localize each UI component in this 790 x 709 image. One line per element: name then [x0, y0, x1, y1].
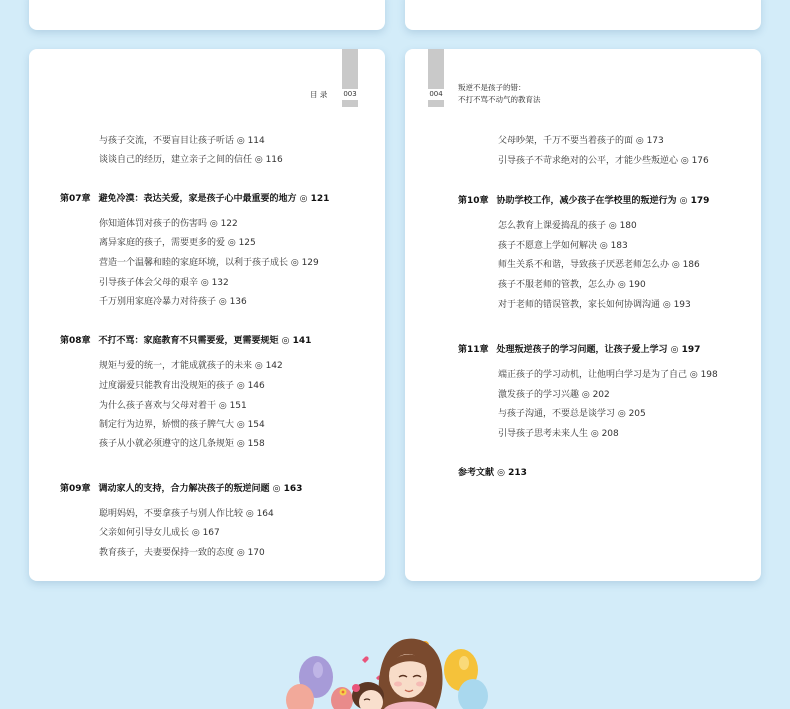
toc-item[interactable]: 千万别用家庭冷暴力对待孩子 ◎ 136	[99, 297, 247, 307]
toc-item[interactable]: 谈谈自己的经历，建立亲子之间的信任 ◎ 116	[99, 155, 283, 165]
toc-chapter[interactable]	[60, 335, 311, 347]
toc-item[interactable]: 孩子从小就必须遵守的这几条规矩 ◎ 158	[99, 439, 265, 449]
toc-item[interactable]: 引导孩子不苛求绝对的公平，才能少些叛逆心 ◎ 176	[498, 156, 709, 166]
toc-references[interactable]: 参考文献 ◎ 213	[458, 468, 527, 478]
toc-chapter[interactable]	[458, 195, 709, 207]
toc-item[interactable]: 与孩子交流，不要盲目让孩子听话 ◎ 114	[99, 136, 265, 146]
page-header	[458, 82, 541, 106]
toc-item[interactable]: 父母吵架，千万不要当着孩子的面 ◎ 173	[498, 136, 664, 146]
heart-icon	[362, 656, 369, 663]
toc-item[interactable]: 激发孩子的学习兴趣 ◎ 202	[498, 390, 610, 400]
toc-chapter[interactable]	[458, 344, 700, 356]
toc-item[interactable]: 怎么教育上课爱捣乱的孩子 ◎ 180	[498, 221, 637, 231]
previous-page-right	[405, 0, 761, 30]
chapter-number: 第07章	[60, 194, 91, 204]
toc-item[interactable]: 你知道体罚对孩子的伤害吗 ◎ 122	[99, 219, 238, 229]
toc-item[interactable]: 孩子不愿意上学如何解决 ◎ 183	[498, 241, 628, 251]
toc-item[interactable]: 父亲如何引导女儿成长 ◎ 167	[99, 528, 220, 538]
toc-item[interactable]: 端正孩子的学习动机，让他明白学习是为了自己 ◎ 198	[498, 370, 718, 380]
previous-page-left	[29, 0, 385, 30]
toc-page-right	[405, 49, 761, 581]
book-title-line2: 不打不骂不动气的教育法	[458, 95, 541, 104]
page-number: 004	[429, 90, 443, 98]
toc-item[interactable]: 离异家庭的孩子，需要更多的爱 ◎ 125	[99, 238, 256, 248]
page-header: 目 录	[310, 90, 328, 99]
toc-item[interactable]: 聪明妈妈，不要拿孩子与别人作比较 ◎ 164	[99, 509, 274, 519]
toc-item[interactable]: 引导孩子体会父母的艰辛 ◎ 132	[99, 278, 229, 288]
toc-item[interactable]: 与孩子沟通，不要总是谈学习 ◎ 205	[498, 409, 646, 419]
page-tab	[428, 49, 444, 89]
toc-page-left	[29, 49, 385, 581]
chapter-number: 第10章	[458, 196, 489, 206]
page-tab-marker	[342, 100, 358, 107]
toc-item[interactable]: 营造一个温馨和睦的家庭环境，以利于孩子成长 ◎ 129	[99, 258, 319, 268]
toc-chapter[interactable]	[60, 193, 329, 205]
toc-item[interactable]: 制定行为边界，娇惯的孩子脾气大 ◎ 154	[99, 420, 265, 430]
toc-chapter[interactable]	[60, 483, 302, 495]
toc-item[interactable]: 过度溺爱只能教育出没规矩的孩子 ◎ 146	[99, 381, 265, 391]
toc-item[interactable]: 为什么孩子喜欢与父母对着干 ◎ 151	[99, 401, 247, 411]
chapter-title: 调动家人的支持，合力解决孩子的叛逆问题 ◎ 163	[98, 484, 303, 494]
book-title-line1: 叛逆不是孩子的错：	[458, 83, 526, 92]
toc-item[interactable]: 师生关系不和谐，导致孩子厌恶老师怎么办 ◎ 186	[498, 260, 700, 270]
chapter-number: 第09章	[60, 484, 91, 494]
toc-item[interactable]: 孩子不服老师的管教，怎么办 ◎ 190	[498, 280, 646, 290]
toc-item[interactable]: 教育孩子，夫妻要保持一致的态度 ◎ 170	[99, 548, 265, 558]
chapter-title: 处理叛逆孩子的学习问题，让孩子爱上学习 ◎ 197	[496, 345, 701, 355]
chapter-title: 协助学校工作，减少孩子在学校里的叛逆行为 ◎ 179	[496, 196, 710, 206]
chapter-number: 第11章	[458, 345, 489, 355]
chapter-number: 第08章	[60, 336, 91, 346]
page-number: 003	[343, 90, 357, 98]
toc-item[interactable]: 引导孩子思考未来人生 ◎ 208	[498, 429, 619, 439]
toc-item[interactable]: 对于老师的错误管教，家长如何协调沟通 ◎ 193	[498, 300, 691, 310]
page-tab	[342, 49, 358, 89]
toc-item[interactable]: 规矩与爱的统一，才能成就孩子的未来 ◎ 142	[99, 361, 283, 371]
chapter-title: 避免冷漠：表达关爱，家是孩子心中最重要的地方 ◎ 121	[98, 194, 330, 204]
chapter-title: 不打不骂：家庭教育不只需要爱，更需要规矩 ◎ 141	[98, 336, 312, 346]
page-tab-marker	[428, 100, 444, 107]
mother-child-balloons-illustration	[280, 630, 500, 709]
